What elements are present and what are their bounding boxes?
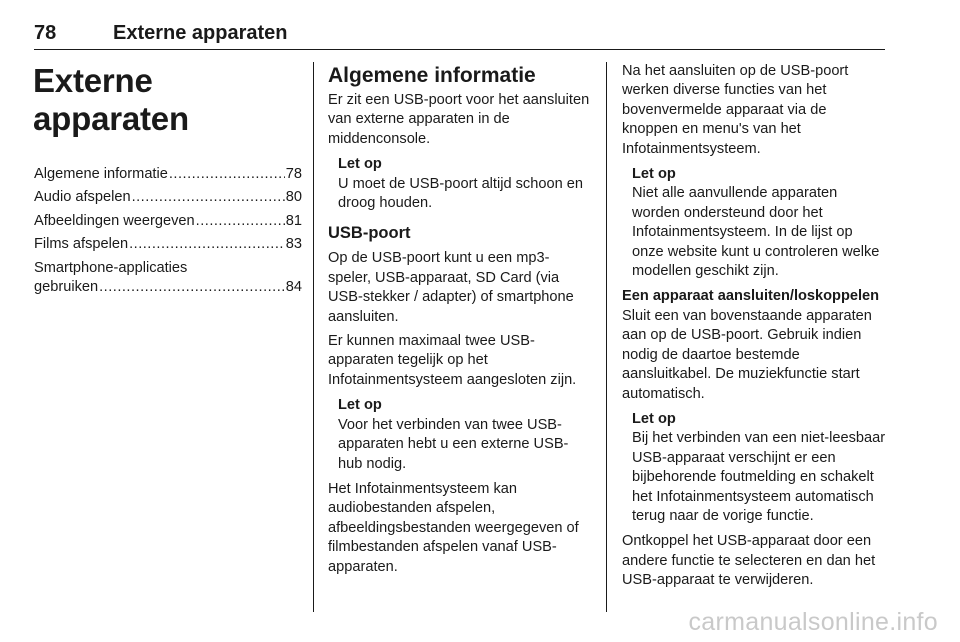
note-title: Let op xyxy=(338,156,382,173)
toc-page: 83 xyxy=(285,236,302,253)
table-of-contents xyxy=(34,165,302,297)
page-header xyxy=(0,0,960,52)
run-in-heading: Een apparaat aansluiten/loskoppelen xyxy=(622,288,880,305)
toc-leader xyxy=(196,212,285,231)
note-box xyxy=(632,410,886,526)
toc-label: Algemene informatie xyxy=(34,166,168,182)
running-title: Externe apparaten xyxy=(113,22,288,44)
toc-item[interactable] xyxy=(34,212,302,231)
section-heading: Algemene informatie xyxy=(328,64,536,87)
note-title: Let op xyxy=(632,166,676,183)
toc-leader xyxy=(129,235,285,254)
column-divider xyxy=(606,62,607,612)
toc-column xyxy=(34,62,302,301)
toc-label: gebruiken xyxy=(34,279,99,296)
toc-label: Films afspelen xyxy=(34,236,129,253)
toc-item[interactable] xyxy=(34,165,302,184)
toc-page: 81 xyxy=(285,212,302,229)
toc-item[interactable] xyxy=(34,235,302,254)
note-title: Let op xyxy=(338,397,382,414)
toc-page: 80 xyxy=(285,189,302,206)
note-box xyxy=(338,155,592,213)
subsection-heading: USB-poort xyxy=(328,224,411,243)
note-box xyxy=(338,396,592,474)
note-text: U moet de USB-poort altijd schoon en droog houden. xyxy=(338,175,583,212)
paragraph: Ontkoppel het USB-apparaat door een andere functie te selecteren en dan het USB-apparaat te verwijderen. xyxy=(622,533,876,589)
toc-leader xyxy=(132,188,285,207)
toc-item[interactable] xyxy=(34,259,302,298)
note-text: Niet alle aanvullende apparaten worden ondersteund door het Infotainmentsysteem. In de lijst op onze website kunt u controleren welke modellen geschikt zijn. xyxy=(632,185,880,280)
note-box xyxy=(632,165,886,281)
page-number: 78 xyxy=(34,22,57,44)
toc-leader xyxy=(99,278,285,297)
paragraph: Sluit een van bovenstaande apparaten aan op de USB-poort. Gebruik indien nodig de daartoe bestemde aansluitkabel. De muziekfunctie start automatisch. xyxy=(622,307,872,402)
paragraph: Na het aansluiten op de USB-poort werken diverse functies van het bovenvermelde apparaat via de knoppen en menu's van het Infotainmentsysteem. xyxy=(622,63,849,157)
paragraph: Er zit een USB-poort voor het aansluiten van externe apparaten in de middenconsole. xyxy=(328,92,590,147)
note-title: Let op xyxy=(632,410,676,427)
toc-label-line1: Smartphone-applicaties xyxy=(34,259,188,276)
header-rule xyxy=(34,49,885,50)
toc-page: 84 xyxy=(285,279,302,296)
toc-item[interactable] xyxy=(34,188,302,207)
paragraph: Op de USB-poort kunt u een mp3-speler, USB-apparaat, SD Card (via USB-stekker / adapter) of smartphone aansluiten. xyxy=(328,250,574,325)
toc-page: 78 xyxy=(285,166,302,182)
paragraph: Er kunnen maximaal twee USB-apparaten tegelijk op het Infotainmentsysteem aangesloten zijn. xyxy=(328,333,577,388)
note-text: Bij het verbinden van een niet-leesbaar USB-apparaat verschijnt er een bijbehorende foutmelding en schakelt het Infotainmentsysteem automatisch terug naar de vorige functie. xyxy=(632,430,886,524)
toc-label: Afbeeldingen weergeven xyxy=(34,212,195,229)
watermark: carmanualsonline.info xyxy=(688,608,938,636)
chapter-title: Externe apparaten xyxy=(33,62,189,137)
middle-column xyxy=(328,62,592,582)
toc-leader xyxy=(169,165,285,184)
paragraph: Het Infotainmentsysteem kan audiobestanden afspelen, afbeeldingsbestanden weergegeven of filmbestanden afspelen vanaf USB-apparaten. xyxy=(328,480,579,575)
toc-label: Audio afspelen xyxy=(34,189,131,206)
note-text: Voor het verbinden van twee USB-apparaten hebt u een externe USB-hub nodig. xyxy=(338,416,569,472)
column-divider xyxy=(313,62,314,612)
right-column xyxy=(622,62,886,596)
